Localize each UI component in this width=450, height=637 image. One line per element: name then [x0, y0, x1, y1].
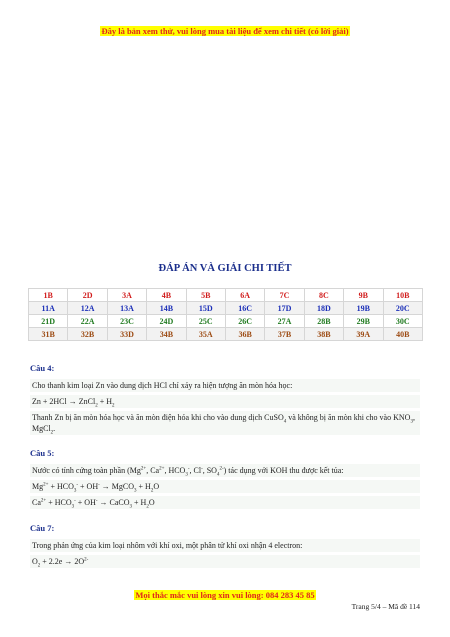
answer-cell: 37B — [265, 328, 304, 341]
answer-cell: 12A — [68, 302, 107, 315]
answer-cell: 27A — [265, 315, 304, 328]
question-4 — [30, 363, 420, 438]
answer-cell: 40B — [383, 328, 422, 341]
equation: $Mg^{2+} + HCO_3^- + OH^-$ → MgCO$_3$ + $H_2O$ — [30, 480, 420, 493]
answer-cell: 4B — [147, 289, 186, 302]
answer-cell: 26C — [225, 315, 264, 328]
answer-cell: 38B — [304, 328, 343, 341]
answer-cell: 23C — [107, 315, 146, 328]
question-text: Cho thanh kim loại Zn vào dung dịch HCl chỉ xảy ra hiện tượng ăn mòn hóa học: — [30, 379, 420, 392]
answer-cell: 24D — [147, 315, 186, 328]
equation: $O_2 + 2.2e \to 2O^{2-}$ — [30, 555, 420, 568]
answer-cell: 7C — [265, 289, 304, 302]
question-heading: Câu 4: — [30, 363, 55, 373]
question-text: Trong phản ứng của kim loại nhôm với khí oxi, một phân tử khí oxi nhận 4 electron: — [30, 539, 420, 552]
equation: Zn + 2HCl → ZnCl$_2$ + $H_2$ — [30, 395, 420, 408]
preview-notice: Đây là bản xem thử, vui lòng mua tài liệu để xem chi tiết (có lời giải) — [101, 26, 349, 36]
answer-cell: 9B — [344, 289, 383, 302]
answer-cell: 20C — [383, 302, 422, 315]
contact-notice: Mọi thắc mắc vui lòng xin vui lòng: 084 283 45 85 — [135, 590, 315, 600]
answer-cell: 22A — [68, 315, 107, 328]
table-row — [29, 302, 423, 315]
answer-cell: 6A — [225, 289, 264, 302]
answer-cell: 35A — [186, 328, 225, 341]
answer-cell: 30C — [383, 315, 422, 328]
question-heading: Câu 7: — [30, 523, 55, 533]
question-text: Nước có tính cứng toàn phần ($Mg^{2+}$, $Ca^{2+}$, $HCO_3^-$, Cl-, $SO_4^{2-}$) tác dụng với KOH thu được kết tủa: — [30, 464, 420, 477]
answer-cell: 13A — [107, 302, 146, 315]
answer-cell: 5B — [186, 289, 225, 302]
answer-cell: 14B — [147, 302, 186, 315]
section-title: ĐÁP ÁN VÀ GIẢI CHI TIẾT — [158, 263, 292, 274]
answer-cell: 15D — [186, 302, 225, 315]
answer-cell: 18D — [304, 302, 343, 315]
question-5 — [30, 448, 420, 512]
question-heading: Câu 5: — [30, 448, 55, 458]
explanation-text: Thanh Zn bị ăn mòn hóa học và ăn mòn điện hóa khi cho vào dung dịch CuSO$_4$ và không bị ăn mòn khi cho vào $KNO_3$, MgCl$_2$. — [30, 411, 420, 435]
equation: $Ca^{2+} + HCO_3^- + OH^-$ → CaCO$_3$ + $H_2O$ — [30, 496, 420, 509]
answer-cell: 2D — [68, 289, 107, 302]
answer-cell: 32B — [68, 328, 107, 341]
answer-cell: 19B — [344, 302, 383, 315]
question-7 — [30, 523, 420, 571]
answer-cell: 25C — [186, 315, 225, 328]
answer-cell: 34B — [147, 328, 186, 341]
answer-cell: 10B — [383, 289, 422, 302]
answer-key-table — [28, 288, 423, 341]
table-row — [29, 315, 423, 328]
answer-cell: 33D — [107, 328, 146, 341]
answer-cell: 1B — [29, 289, 68, 302]
answer-cell: 29B — [344, 315, 383, 328]
answer-cell: 8C — [304, 289, 343, 302]
table-row — [29, 289, 423, 302]
answer-cell: 17D — [265, 302, 304, 315]
answer-cell: 39A — [344, 328, 383, 341]
table-row — [29, 328, 423, 341]
answer-cell: 11A — [29, 302, 68, 315]
answer-cell: 36B — [225, 328, 264, 341]
answer-cell: 21D — [29, 315, 68, 328]
answer-cell: 3A — [107, 289, 146, 302]
answer-cell: 31B — [29, 328, 68, 341]
answer-cell: 16C — [225, 302, 264, 315]
page-number: Trang 5/4 – Mã đề 114 — [351, 602, 420, 611]
answer-cell: 28B — [304, 315, 343, 328]
